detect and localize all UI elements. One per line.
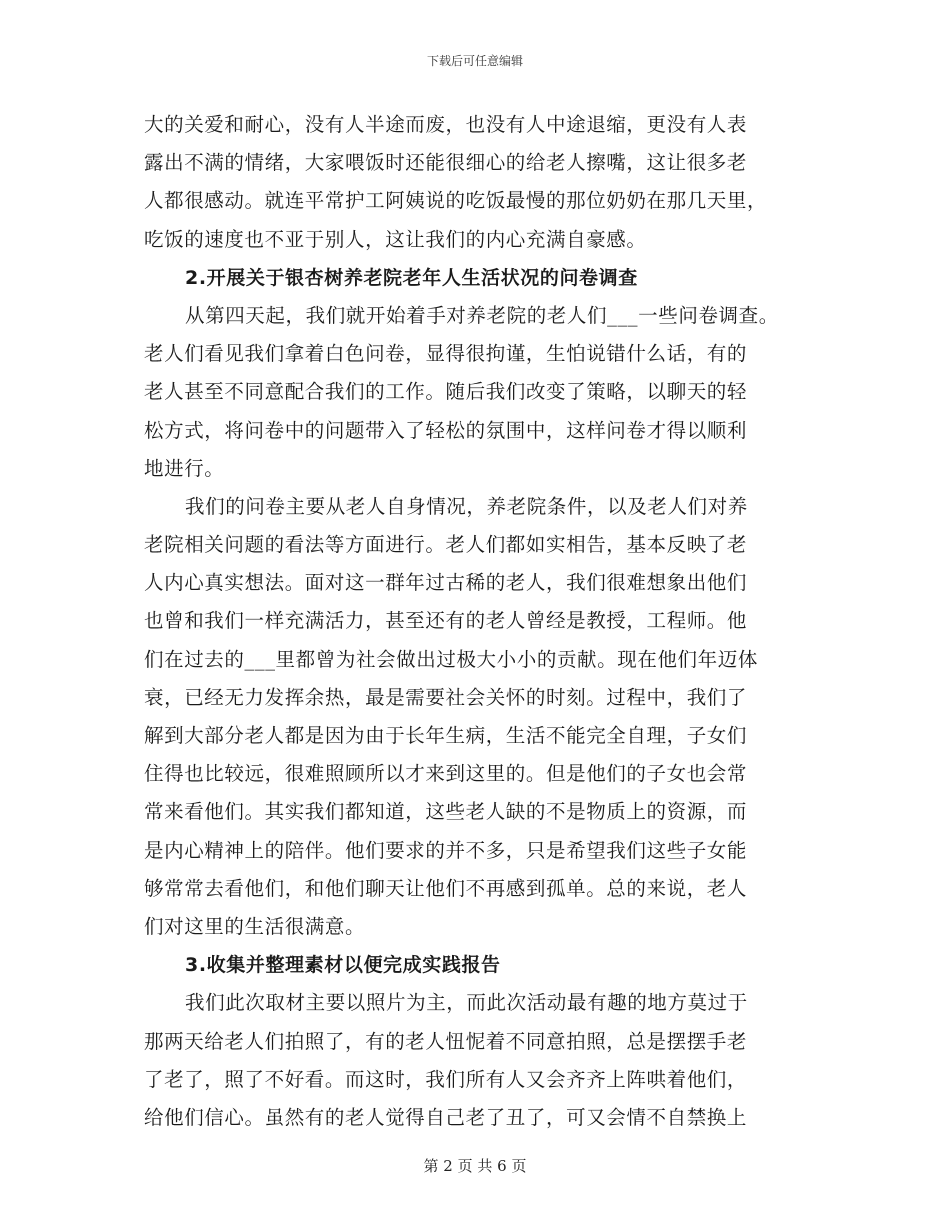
paragraph-first-line: 从第四天起，我们就开始着手对养老院的老人们___一些问卷调查。 [185, 303, 779, 327]
body-line: 是内心精神上的陪伴。他们要求的并不多，只是希望我们这些子女能 [144, 838, 748, 862]
document-body [144, 106, 824, 1137]
body-line: 地进行。 [144, 456, 225, 480]
body-line: 人都很感动。就连平常护工阿姨说的吃饭最慢的那位奶奶在那几天里， [144, 189, 768, 213]
body-line: 松方式，将问卷中的问题带入了轻松的氛围中，这样问卷才得以顺利 [144, 418, 748, 442]
body-line: 老院相关问题的看法等方面进行。老人们都如实相告，基本反映了老 [144, 533, 748, 557]
body-line: 住得也比较远，很难照顾所以才来到这里的。但是他们的子女也会常 [144, 762, 748, 786]
body-line: 那两天给老人们拍照了，有的老人忸怩着不同意拍照，总是摆摆手老 [144, 1029, 748, 1053]
body-line: 吃饭的速度也不亚于别人，这让我们的内心充满自豪感。 [144, 227, 647, 251]
section-heading: 3.收集并整理素材以便完成实践报告 [185, 954, 501, 977]
body-line: 们在过去的___里都曾为社会做出过极大小小的贡献。现在他们年迈体 [144, 647, 758, 671]
body-line: 露出不满的情绪，大家喂饭时还能很细心的给老人擦嘴，这让很多老 [144, 151, 748, 175]
page-header: 下载后可任意编辑 [426, 54, 523, 68]
body-line: 常来看他们。其实我们都知道，这些老人缺的不是物质上的资源，而 [144, 800, 748, 824]
body-line: 人内心真实想法。面对这一群年过古稀的老人，我们很难想象出他们 [144, 571, 748, 595]
page-footer: 第 2 页 共 6 页 [423, 1157, 527, 1175]
body-line: 大的关爱和耐心，没有人半途而废，也没有人中途退缩，更没有人表 [144, 113, 748, 136]
body-line: 了老了，照了不好看。而这时，我们所有人又会齐齐上阵哄着他们， [144, 1067, 748, 1091]
body-line: 衰，已经无力发挥余热，最是需要社会关怀的时刻。过程中，我们了 [144, 685, 748, 709]
body-line: 老人甚至不同意配合我们的工作。随后我们改变了策略，以聊天的轻 [144, 380, 748, 404]
body-line: 给他们信心。虽然有的老人觉得自己老了丑了，可又会情不自禁换上 [144, 1105, 748, 1129]
body-line: 们对这里的生活很满意。 [144, 914, 366, 938]
paragraph-first-line: 我们的问卷主要从老人自身情况，养老院条件，以及老人们对养 [185, 494, 748, 518]
body-line: 解到大部分老人都是因为由于长年生病，生活不能完全自理，子女们 [144, 724, 748, 747]
paragraph-first-line: 我们此次取材主要以照片为主，而此次活动最有趣的地方莫过于 [185, 991, 748, 1015]
section-heading: 2.开展关于银杏树养老院老年人生活状况的问卷调查 [185, 266, 638, 289]
body-line: 也曾和我们一样充满活力，甚至还有的老人曾经是教授，工程师。他 [144, 609, 748, 633]
body-line: 老人们看见我们拿着白色问卷，显得很拘谨，生怕说错什么话，有的 [144, 342, 748, 366]
body-line: 够常常去看他们，和他们聊天让他们不再感到孤单。总的来说，老人 [144, 876, 748, 900]
